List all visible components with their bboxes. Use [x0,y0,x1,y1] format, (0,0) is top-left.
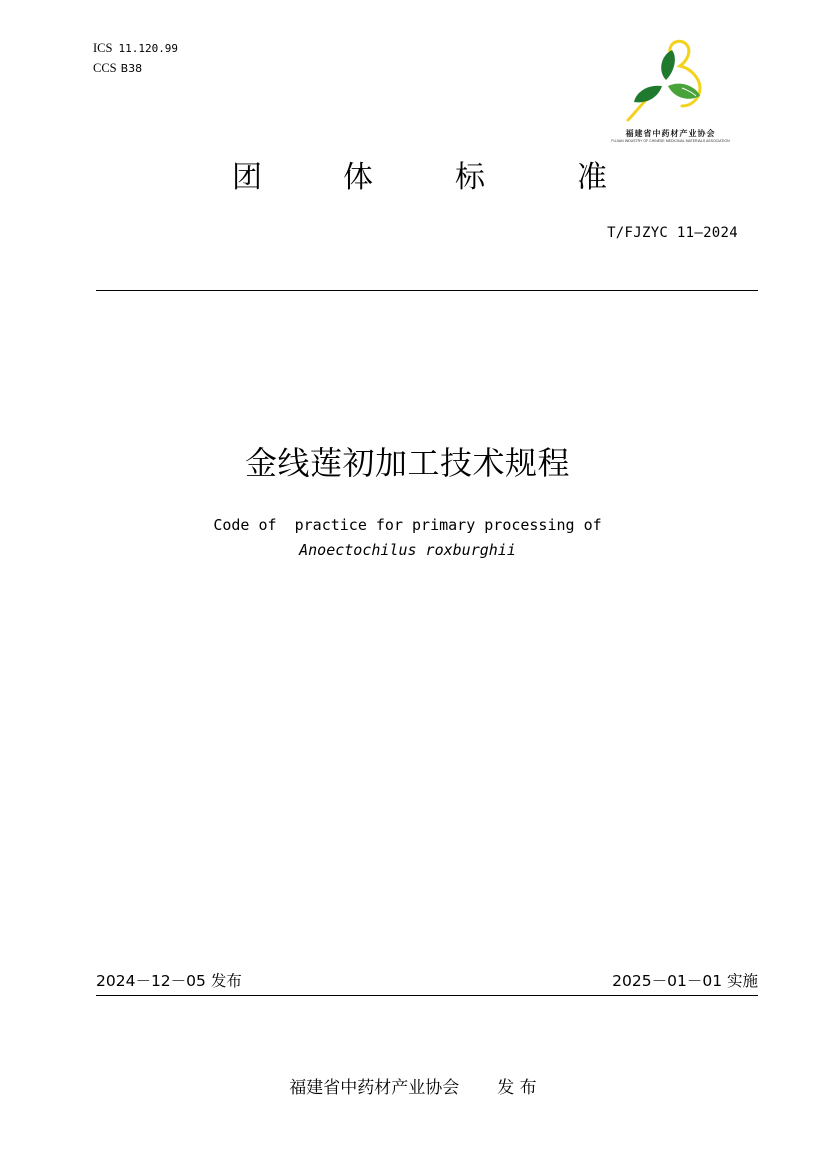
ics-label: ICS [93,41,113,55]
publisher-name: 福建省中药材产业协会 [289,1078,460,1098]
logo-leaf-right [668,84,700,99]
standard-type-char-3: 标 [455,160,485,195]
footer-divider [96,995,758,996]
ccs-label: CCS [93,61,117,75]
logo-leaf-left [634,86,662,103]
document-title-cn: 金线莲初加工技术规程 [244,444,570,482]
document-title-en-line2: Anoectochilus roxburghii [299,541,516,559]
header-divider [96,290,758,291]
standard-type-title [0,158,815,202]
document-title-en-line1: Code of practice for primary processing of [213,516,602,534]
logo-org-name-cn: 福建省中药材产业协会 [625,128,716,138]
publisher-action: 发 布 [497,1078,537,1098]
ccs-value: B38 [120,62,143,75]
standard-type-char-2: 体 [343,160,373,195]
standard-type-char-1: 团 [232,160,262,195]
standard-code: T/FJZYC 11—2024 [607,225,738,241]
logo-org-name-en: FUJIAN INDUSTRY OF CHINESE MEDICINAL MATERIALS ASSOCIATION [611,139,730,143]
ics-line [93,41,178,56]
logo-leaf-top [661,50,675,80]
publish-date: 2024－12－05 发布 [96,972,242,990]
standard-type-char-4: 准 [577,160,607,195]
implement-date: 2025－01－01 实施 [612,972,758,990]
publisher-line [0,1052,815,1100]
ccs-line [93,61,142,76]
ics-value: 11.120.99 [118,42,179,55]
